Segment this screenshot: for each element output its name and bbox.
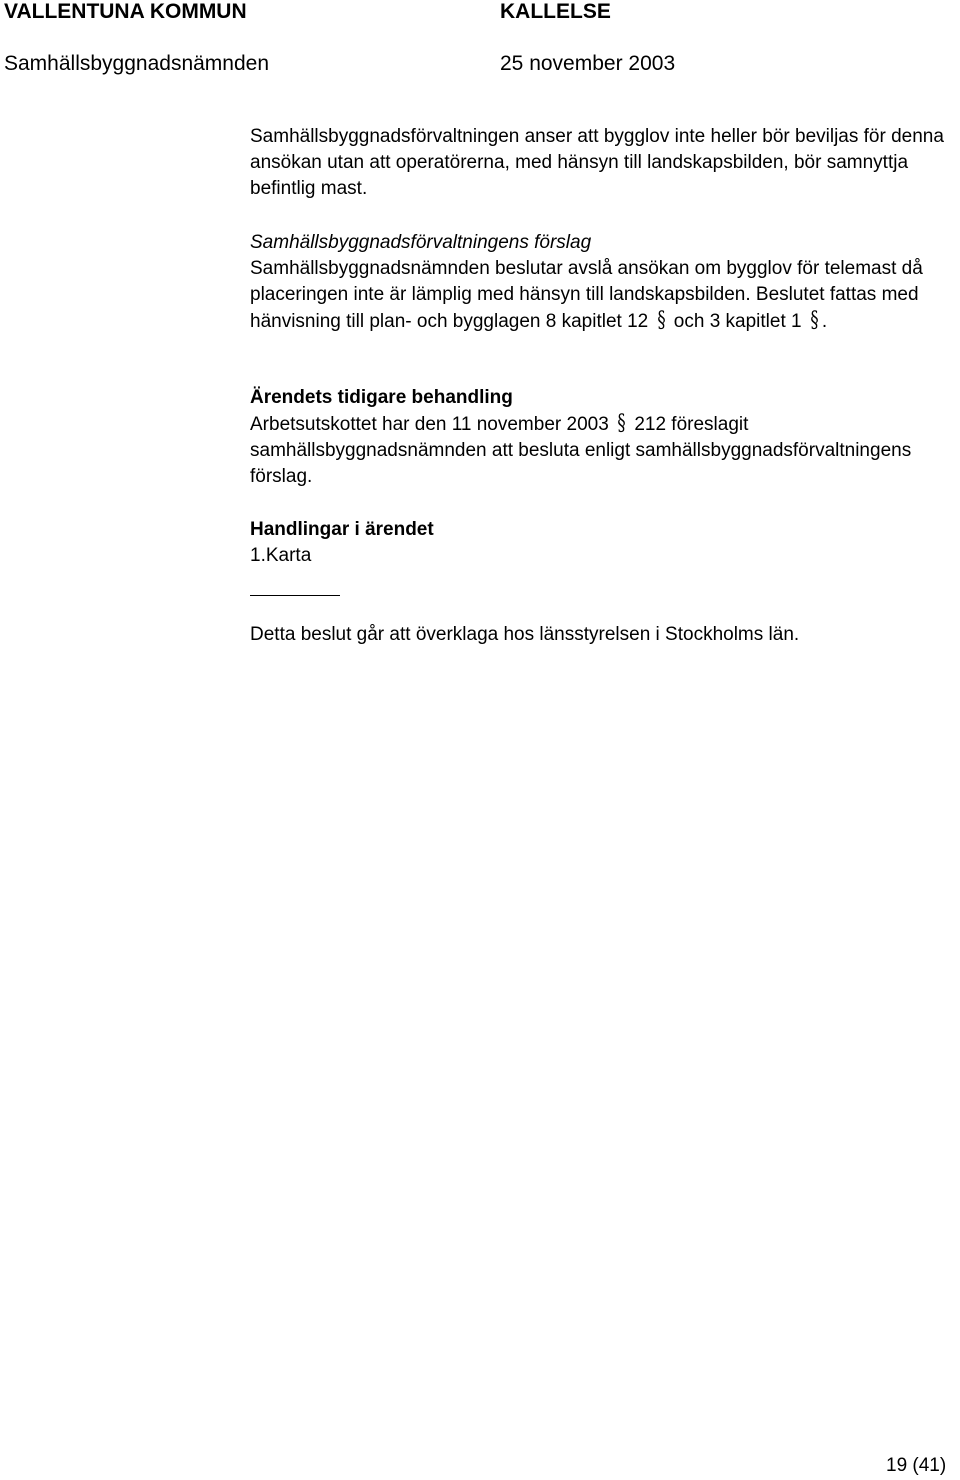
section-symbol: §	[656, 308, 666, 333]
previous-handling-section	[250, 385, 950, 490]
section-symbol: §	[810, 308, 819, 333]
previous-text-end: 212 föreslagit samhällsbyggnadsnämnden att besluta enligt samhällsbyggnadsförvaltningens förslag.	[250, 414, 912, 487]
documents-section	[250, 517, 950, 569]
proposal-heading: Samhällsbyggnadsförvaltningens förslag	[250, 232, 592, 253]
assessment-paragraph	[250, 124, 950, 202]
appeal-notice: Detta beslut går att överklaga hos länsstyrelsen i Stockholms län.	[250, 624, 800, 645]
section-symbol: §	[617, 411, 626, 436]
organization-name: VALLENTUNA KOMMUN	[4, 0, 247, 23]
proposal-text-end: .	[821, 311, 828, 332]
proposal-text	[250, 256, 950, 335]
previous-handling-heading: Ärendets tidigare behandling	[250, 387, 513, 408]
documents-heading: Handlingar i ärendet	[250, 519, 434, 540]
appeal-section	[250, 622, 950, 648]
previous-text-start: Arbetsutskottet har den 11 november 2003	[250, 414, 609, 435]
board-name: Samhällsbyggnadsnämnden	[4, 52, 270, 75]
meeting-date: 25 november 2003	[500, 52, 676, 75]
previous-handling-text	[250, 411, 950, 490]
document-item: 1.Karta	[250, 545, 312, 566]
proposal-section	[250, 230, 950, 335]
document-type: KALLELSE	[500, 0, 611, 23]
separator-line	[250, 595, 340, 596]
proposal-text-start: Samhällsbyggnadsnämnden beslutar avslå ansökan om bygglov för telemast då placeringen inte är lämplig med hänsyn till landskapsbilden. Beslutet fattas med hänvisning till plan- och bygglagen 8 kapitlet 12	[250, 258, 923, 332]
page-number: 19 (41)	[886, 1455, 947, 1476]
assessment-text: Samhällsbyggnadsförvaltningen anser att bygglov inte heller bör beviljas för denna ansökan utan att operatörerna, med hänsyn till landskapsbilden, bör samnyttja befintlig mast.	[250, 126, 944, 199]
proposal-text-middle: och 3 kapitlet 1	[673, 311, 802, 332]
